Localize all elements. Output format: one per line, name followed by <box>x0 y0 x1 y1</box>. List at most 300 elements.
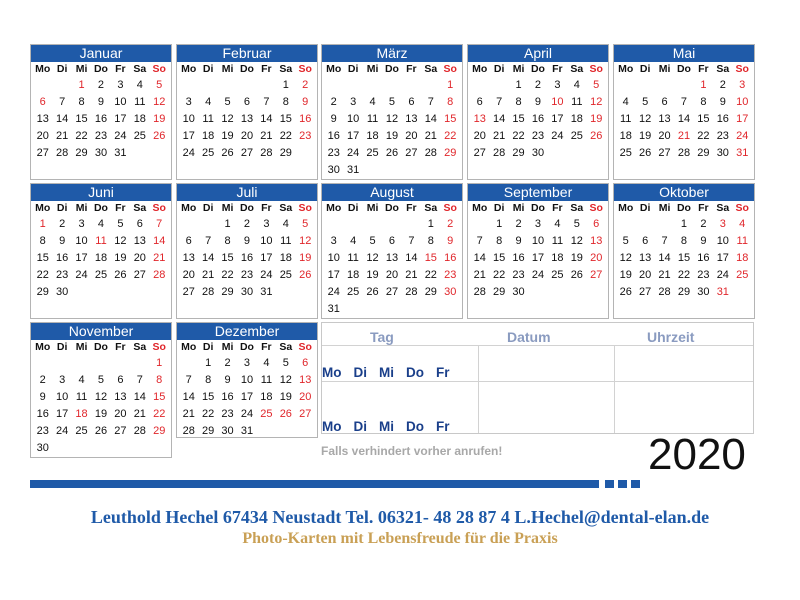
day-cell: 2 <box>302 79 309 91</box>
day-name: Mo <box>472 202 488 214</box>
day-cell: 20 <box>658 130 671 142</box>
day-cell: 6 <box>476 96 483 108</box>
week-row <box>177 77 317 94</box>
month-title: September <box>468 184 608 201</box>
week-row <box>177 406 317 423</box>
day-cell: 24 <box>114 130 127 142</box>
day-cell: 18 <box>75 408 88 420</box>
day-cell: 6 <box>388 235 396 247</box>
day-cell: 12 <box>94 391 108 403</box>
day-cell: 12 <box>570 235 583 247</box>
day-cell: 25 <box>133 130 146 142</box>
week-row <box>31 440 171 457</box>
day-names-row <box>614 201 754 216</box>
week-row <box>31 267 171 284</box>
day-cell: 20 <box>182 269 195 281</box>
day-cell: 20 <box>299 391 312 403</box>
month-title: November <box>31 323 171 340</box>
day-cell: 5 <box>642 96 649 108</box>
day-cell: 10 <box>240 374 254 386</box>
day-cell <box>382 162 401 179</box>
day-cell: 1 <box>427 218 434 230</box>
day-cell: 9 <box>700 235 707 247</box>
day-cell: 1 <box>224 218 231 230</box>
day-cell: 2 <box>224 357 231 369</box>
day-name: Do <box>530 202 545 214</box>
day-cell: 16 <box>56 252 69 264</box>
day-cell: 1 <box>39 218 46 230</box>
day-cell: 9 <box>39 391 46 403</box>
week-row <box>322 128 462 145</box>
day-name: Fr <box>115 202 126 214</box>
month-11 <box>30 322 172 458</box>
week-row <box>177 216 317 233</box>
day-cell: 28 <box>133 425 146 437</box>
day-cell: 3 <box>117 79 124 91</box>
column-divider <box>478 345 479 433</box>
day-name: Di <box>56 202 68 214</box>
week-row <box>468 233 608 250</box>
day-cell: 10 <box>716 235 729 247</box>
day-cell: 19 <box>639 130 652 142</box>
day-cell: 15 <box>677 252 691 264</box>
day-cell: 8 <box>224 235 231 247</box>
day-cell: 7 <box>680 96 688 108</box>
day-cell: 5 <box>282 357 289 369</box>
contact-line: Leuthold Hechel 67434 Neustadt Tel. 06321- 48 28 87 4 L.Hechel@dental-elan.de <box>90 507 710 527</box>
week-row <box>614 145 754 162</box>
day-cell <box>343 216 362 233</box>
day-cell <box>528 284 547 301</box>
day-cell: 25 <box>551 269 564 281</box>
day-cell: 16 <box>299 113 312 125</box>
day-cell: 28 <box>677 147 691 159</box>
month-title: Juni <box>31 184 171 201</box>
day-cell: 4 <box>573 79 580 91</box>
day-cell: 18 <box>551 252 564 264</box>
day-cell: 3 <box>719 218 726 230</box>
day-cell: 23 <box>697 269 710 281</box>
day-name: Mi <box>658 63 671 75</box>
day-name: Sa <box>279 341 293 353</box>
day-cell: 24 <box>736 130 749 142</box>
day-cell: 21 <box>405 269 418 281</box>
day-names-row <box>177 340 317 355</box>
day-cell <box>276 284 295 301</box>
day-cell: 25 <box>366 147 379 159</box>
day-cell <box>52 355 71 372</box>
day-cell: 20 <box>114 408 127 420</box>
week-row <box>614 284 754 301</box>
day-cell: 19 <box>570 252 583 264</box>
day-cell: 22 <box>202 408 215 420</box>
day-cell: 25 <box>260 408 273 420</box>
day-cell: 10 <box>75 235 88 247</box>
day-cell <box>198 216 217 233</box>
day-cell: 12 <box>590 96 603 108</box>
day-cell: 7 <box>263 96 270 108</box>
day-name: Mo <box>181 202 197 214</box>
week-row <box>322 94 462 111</box>
day-cell <box>655 216 674 233</box>
day-cell: 8 <box>205 374 212 386</box>
day-cell: 3 <box>534 218 542 230</box>
weekday-label: Fr <box>436 419 450 434</box>
day-cell <box>130 145 149 162</box>
day-cell: 7 <box>185 374 192 386</box>
day-cell: 9 <box>59 235 66 247</box>
day-cell <box>72 284 91 301</box>
day-cell: 17 <box>56 408 69 420</box>
day-cell: 5 <box>224 96 231 108</box>
day-cell <box>343 77 362 94</box>
day-cell: 2 <box>719 79 726 91</box>
day-cell: 26 <box>279 408 292 420</box>
day-cell: 1 <box>282 79 289 91</box>
day-cell <box>296 423 315 440</box>
week-row <box>468 77 608 94</box>
day-cell: 11 <box>260 374 273 386</box>
day-cell: 9 <box>224 374 231 386</box>
day-cell: 14 <box>473 252 486 264</box>
day-cell: 3 <box>350 96 357 108</box>
day-cell: 22 <box>153 408 166 420</box>
week-row <box>468 94 608 111</box>
day-cell: 1 <box>680 218 688 230</box>
day-cell: 4 <box>263 357 270 369</box>
week-row <box>614 233 754 250</box>
day-cell: 14 <box>56 113 69 125</box>
day-cell: 30 <box>444 286 457 298</box>
day-cell: 27 <box>114 425 127 437</box>
month-4 <box>467 44 609 180</box>
weekday-label: Di <box>353 419 367 434</box>
week-row <box>31 284 171 301</box>
day-cell: 15 <box>493 252 506 264</box>
day-cell <box>33 355 52 372</box>
weekday-label: Mi <box>379 419 394 434</box>
day-cell: 2 <box>97 79 105 91</box>
day-cell <box>402 301 421 318</box>
day-cell: 25 <box>94 269 108 281</box>
week-row <box>177 423 317 440</box>
day-cell: 5 <box>573 218 580 230</box>
day-cell: 17 <box>114 113 127 125</box>
day-cell: 13 <box>385 252 399 264</box>
day-cell: 17 <box>182 130 195 142</box>
day-cell: 25 <box>736 269 749 281</box>
day-cell: 6 <box>593 218 600 230</box>
day-cell: 13 <box>182 252 195 264</box>
day-cell: 13 <box>36 113 49 125</box>
day-cell: 24 <box>327 286 340 298</box>
day-cell <box>489 77 508 94</box>
day-cell: 8 <box>515 96 522 108</box>
day-cell: 27 <box>133 269 146 281</box>
day-cell <box>130 440 149 457</box>
week-row <box>614 111 754 128</box>
week-row <box>31 250 171 267</box>
day-cell: 19 <box>153 113 166 125</box>
day-cell: 19 <box>299 252 312 264</box>
day-name: Fr <box>406 202 417 214</box>
day-cell: 16 <box>94 113 108 125</box>
day-cell: 15 <box>36 252 49 264</box>
day-cell: 23 <box>36 425 49 437</box>
day-cell: 23 <box>56 269 69 281</box>
day-cell: 10 <box>182 113 195 125</box>
day-cell <box>179 355 198 372</box>
day-cell: 27 <box>405 147 418 159</box>
day-cell: 6 <box>39 96 46 108</box>
day-cell: 15 <box>697 113 710 125</box>
day-cell: 18 <box>94 252 108 264</box>
day-cell: 12 <box>366 252 379 264</box>
month-title: Mai <box>614 45 754 62</box>
day-cell: 5 <box>388 96 396 108</box>
day-cell <box>91 284 110 301</box>
day-cell: 7 <box>205 235 212 247</box>
day-name: Sa <box>279 202 293 214</box>
day-cell: 24 <box>75 269 88 281</box>
day-cell: 19 <box>619 269 632 281</box>
day-cell: 31 <box>240 425 254 437</box>
day-cell: 20 <box>590 252 603 264</box>
day-cell: 19 <box>114 252 127 264</box>
day-cell: 25 <box>347 286 360 298</box>
day-name: Do <box>93 202 108 214</box>
week-row <box>322 301 462 318</box>
day-cell: 4 <box>369 96 376 108</box>
day-name: Fr <box>115 341 126 353</box>
day-cell: 21 <box>473 269 486 281</box>
day-cell: 6 <box>117 374 124 386</box>
week-row <box>468 128 608 145</box>
day-cell <box>635 216 654 233</box>
day-cell: 10 <box>260 235 273 247</box>
day-cell: 9 <box>515 235 522 247</box>
day-cell <box>382 216 401 233</box>
day-cell: 6 <box>243 96 251 108</box>
week-row <box>31 216 171 233</box>
day-name: Di <box>56 341 68 353</box>
day-cell: 29 <box>202 425 215 437</box>
day-cell <box>587 145 606 162</box>
day-cell <box>363 162 382 179</box>
month-5 <box>613 44 755 180</box>
column-divider <box>614 345 615 433</box>
day-name: Sa <box>133 63 147 75</box>
day-cell: 29 <box>677 286 691 298</box>
day-names-row <box>468 201 608 216</box>
day-cell: 13 <box>133 235 146 247</box>
day-cell: 9 <box>330 113 337 125</box>
day-name: Do <box>93 341 108 353</box>
day-name: Mo <box>326 63 342 75</box>
day-name: Di <box>639 202 651 214</box>
day-cell <box>218 77 237 94</box>
day-name: Mi <box>221 341 234 353</box>
day-cell: 12 <box>114 235 127 247</box>
day-cell <box>91 440 110 457</box>
accent-square <box>631 480 640 488</box>
day-name: Mi <box>75 202 88 214</box>
day-cell <box>402 216 421 233</box>
day-cell <box>655 77 674 94</box>
day-cell: 27 <box>36 147 49 159</box>
day-cell <box>616 216 635 233</box>
week-row <box>31 406 171 423</box>
day-cell: 11 <box>347 252 359 264</box>
week-row <box>468 216 608 233</box>
day-cell: 7 <box>136 374 143 386</box>
week-row <box>31 233 171 250</box>
day-cell: 23 <box>221 408 234 420</box>
day-names-row <box>614 62 754 77</box>
day-name: Fr <box>698 202 709 214</box>
day-cell: 2 <box>534 79 542 91</box>
day-cell: 18 <box>366 130 379 142</box>
day-cell: 26 <box>385 147 399 159</box>
day-cell <box>52 77 71 94</box>
day-cell: 14 <box>405 252 418 264</box>
day-cell: 23 <box>240 269 254 281</box>
day-cell: 8 <box>427 235 434 247</box>
day-cell: 12 <box>299 235 312 247</box>
day-cell: 23 <box>531 130 545 142</box>
day-cell: 17 <box>716 252 729 264</box>
day-cell: 25 <box>75 425 88 437</box>
day-cell <box>111 284 130 301</box>
day-cell: 11 <box>280 235 292 247</box>
day-cell: 4 <box>282 218 289 230</box>
day-cell: 11 <box>95 235 107 247</box>
day-name: So <box>152 63 166 75</box>
day-cell: 1 <box>700 79 707 91</box>
day-names-row <box>31 62 171 77</box>
day-name: Mo <box>35 202 51 214</box>
day-cell: 9 <box>447 235 454 247</box>
day-cell: 7 <box>496 96 503 108</box>
day-cell <box>587 284 606 301</box>
day-name: So <box>298 341 312 353</box>
day-cell: 11 <box>75 391 88 403</box>
column-header-uhrzeit: Uhrzeit <box>647 329 695 345</box>
day-cell <box>441 301 460 318</box>
day-cell: 8 <box>680 235 688 247</box>
day-cell: 10 <box>347 113 360 125</box>
weekday-label: Fr <box>436 365 450 380</box>
week-row <box>614 250 754 267</box>
day-cell: 26 <box>94 425 108 437</box>
day-cell: 5 <box>593 79 600 91</box>
day-name: Sa <box>716 63 730 75</box>
day-cell: 17 <box>327 269 340 281</box>
day-name: Do <box>93 63 108 75</box>
day-cell: 20 <box>36 130 49 142</box>
week-row <box>322 145 462 162</box>
day-cell: 18 <box>133 113 146 125</box>
day-cell: 11 <box>202 113 214 125</box>
day-cell: 7 <box>59 96 66 108</box>
day-cell: 19 <box>385 130 399 142</box>
day-name: Do <box>239 341 254 353</box>
day-cell <box>150 440 169 457</box>
day-cell: 15 <box>153 391 166 403</box>
day-cell: 22 <box>36 269 49 281</box>
day-cell: 19 <box>590 113 603 125</box>
day-cell: 29 <box>279 147 292 159</box>
day-cell <box>296 145 315 162</box>
month-10 <box>613 183 755 319</box>
day-cell: 28 <box>182 425 195 437</box>
week-row <box>468 111 608 128</box>
day-cell: 27 <box>473 147 486 159</box>
day-name: Do <box>530 63 545 75</box>
column-header-datum: Datum <box>507 329 551 345</box>
day-cell: 6 <box>408 96 415 108</box>
day-name: So <box>443 63 457 75</box>
day-cell: 8 <box>39 235 46 247</box>
month-2 <box>176 44 318 180</box>
day-cell: 21 <box>677 130 691 142</box>
day-names-row <box>177 62 317 77</box>
day-cell: 15 <box>221 252 234 264</box>
row-divider <box>322 381 753 382</box>
day-cell: 13 <box>299 374 312 386</box>
day-cell: 27 <box>240 147 254 159</box>
day-cell: 13 <box>114 391 127 403</box>
day-cell: 26 <box>619 286 632 298</box>
day-cell: 18 <box>570 113 583 125</box>
day-cell: 12 <box>385 113 399 125</box>
day-cell: 3 <box>263 218 270 230</box>
week-row <box>31 389 171 406</box>
day-name: Di <box>202 202 214 214</box>
day-cell: 21 <box>260 130 273 142</box>
week-row <box>322 233 462 250</box>
day-cell: 22 <box>512 130 525 142</box>
day-cell <box>402 77 421 94</box>
week-row <box>177 389 317 406</box>
day-cell <box>130 284 149 301</box>
day-cell: 31 <box>114 147 127 159</box>
day-name: Mi <box>221 202 234 214</box>
day-cell <box>441 162 460 179</box>
day-cell <box>421 301 440 318</box>
day-cell <box>72 355 91 372</box>
day-cell <box>616 77 635 94</box>
day-name: Di <box>56 63 68 75</box>
day-cell: 7 <box>156 218 163 230</box>
day-cell <box>470 216 489 233</box>
day-cell: 21 <box>182 408 195 420</box>
day-cell: 15 <box>75 113 88 125</box>
day-cell <box>635 77 654 94</box>
day-cell: 20 <box>405 130 418 142</box>
day-name: So <box>735 202 749 214</box>
day-cell: 18 <box>260 391 273 403</box>
week-row <box>322 267 462 284</box>
day-cell: 4 <box>554 218 561 230</box>
month-title: Oktober <box>614 184 754 201</box>
day-name: So <box>443 202 457 214</box>
day-cell <box>150 284 169 301</box>
year-label: 2020 <box>648 430 746 479</box>
day-cell: 10 <box>56 391 69 403</box>
day-cell: 18 <box>736 252 749 264</box>
month-title: Januar <box>31 45 171 62</box>
